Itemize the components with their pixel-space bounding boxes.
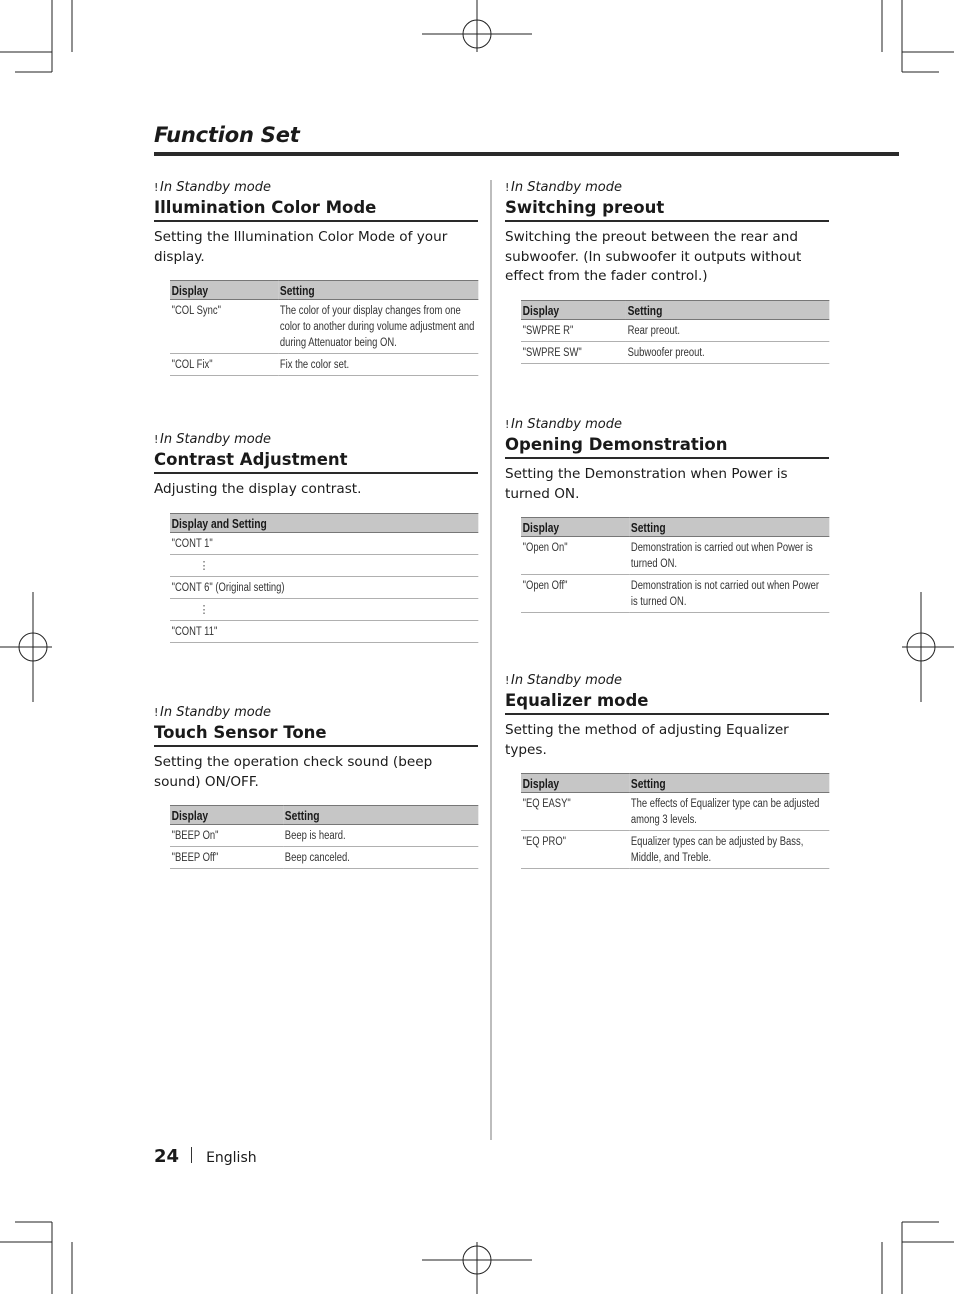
settings-table: [170, 513, 478, 643]
section-description: Setting the Demonstration when Power is turned ON.: [505, 466, 788, 502]
cell-display: "BEEP On": [170, 825, 283, 847]
cell-display: "EQ EASY": [521, 793, 629, 831]
section-opening-demonstration: [505, 417, 829, 613]
section-description: Switching the preout between the rear and subwoofer. (In subwoofer it outputs without effect from the fader control.): [505, 229, 802, 284]
section-description: Adjusting the display contrast.: [154, 481, 362, 497]
cell-display: "SWPRE SW": [521, 341, 626, 363]
section-description: Setting the operation check sound (beep sound) ON/OFF.: [154, 754, 433, 790]
section-heading: Opening Demonstration: [505, 435, 829, 459]
table-row: [170, 598, 478, 620]
column-header-setting: Setting: [626, 300, 829, 319]
cell-display: "Open On": [521, 537, 629, 575]
column-header-setting: Setting: [629, 518, 829, 537]
section-heading: Contrast Adjustment: [154, 450, 478, 474]
section-heading: Touch Sensor Tone: [154, 723, 478, 747]
settings-table: [521, 300, 829, 364]
table-row: [521, 831, 829, 869]
column-header-display: Display: [521, 518, 629, 537]
column-divider: [490, 180, 492, 1140]
page-number: 24: [154, 1146, 180, 1167]
column-header-display: Display: [521, 300, 626, 319]
standby-mode-note: [505, 673, 829, 689]
table-header-row: [170, 513, 478, 532]
column-header-setting: Setting: [278, 281, 478, 300]
table-header-row: [170, 281, 478, 300]
mode-label: In Standby mode: [160, 180, 271, 195]
cell-display: "SWPRE R": [521, 319, 626, 341]
cell-setting: The color of your display changes from one color to another during volume adjustment and during Attenuator being ON.: [278, 300, 478, 354]
standby-mode-note: [154, 432, 478, 448]
section-description: Setting the method of adjusting Equalizer types.: [505, 722, 789, 758]
mode-label: In Standby mode: [511, 673, 622, 688]
cell-setting: Demonstration is not carried out when Power is turned ON.: [629, 575, 829, 613]
standby-mode-icon: !: [505, 418, 510, 431]
mode-label: In Standby mode: [160, 432, 271, 447]
table-row: [521, 319, 829, 341]
cell-setting: The effects of Equalizer type can be adjusted among 3 levels.: [629, 793, 829, 831]
page-title: Function Set: [154, 123, 300, 147]
section-touch-sensor-tone: [154, 705, 478, 869]
section-heading: Illumination Color Mode: [154, 198, 478, 222]
mode-label: In Standby mode: [160, 705, 271, 720]
settings-table: [521, 517, 829, 613]
cell-display: "CONT 6" (Original setting): [170, 576, 478, 598]
table-row: [521, 341, 829, 363]
cell-display: "CONT 11": [170, 620, 478, 642]
standby-mode-icon: !: [505, 181, 510, 194]
cell-display: "COL Sync": [170, 300, 278, 354]
cell-display: "EQ PRO": [521, 831, 629, 869]
cell-display: "CONT 1": [170, 532, 478, 554]
mode-label: In Standby mode: [511, 417, 622, 432]
table-header-row: [521, 518, 829, 537]
standby-mode-icon: !: [154, 181, 159, 194]
table-row: [521, 537, 829, 575]
settings-table: [170, 805, 478, 869]
section-heading: Switching preout: [505, 198, 829, 222]
column-header-display-and-setting: Display and Setting: [170, 513, 478, 532]
cell-setting: Fix the color set.: [278, 354, 478, 376]
settings-table: [170, 280, 478, 376]
mode-label: In Standby mode: [511, 180, 622, 195]
table-row: [170, 554, 478, 576]
table-row: [170, 825, 478, 847]
table-header-row: [170, 806, 478, 825]
table-header-row: [521, 300, 829, 319]
section-switching-preout: [505, 180, 829, 364]
cell-setting: Demonstration is carried out when Power is turned ON.: [629, 537, 829, 575]
standby-mode-note: [505, 417, 829, 433]
table-row: [170, 300, 478, 354]
cell-display: "COL Fix": [170, 354, 278, 376]
standby-mode-note: [505, 180, 829, 196]
settings-table: [521, 773, 829, 869]
title-rule: [154, 152, 899, 156]
table-row: [170, 354, 478, 376]
standby-mode-icon: !: [154, 706, 159, 719]
standby-mode-note: [154, 180, 478, 196]
table-row: [170, 847, 478, 869]
table-row: [170, 532, 478, 554]
section-heading: Equalizer mode: [505, 691, 829, 715]
cell-setting: Equalizer types can be adjusted by Bass, Middle, and Treble.: [629, 831, 829, 869]
section-contrast-adjustment: [154, 432, 478, 643]
cell-display: "Open Off": [521, 575, 629, 613]
footer-separator: [191, 1147, 192, 1163]
table-row: [170, 620, 478, 642]
page-footer: [154, 1146, 257, 1167]
standby-mode-note: [154, 705, 478, 721]
column-header-setting: Setting: [629, 774, 829, 793]
cell-ellipsis: ⋮: [170, 598, 478, 620]
table-header-row: [521, 774, 829, 793]
column-header-display: Display: [521, 774, 629, 793]
standby-mode-icon: !: [505, 674, 510, 687]
standby-mode-icon: !: [154, 433, 159, 446]
table-row: [170, 576, 478, 598]
column-header-setting: Setting: [283, 806, 478, 825]
cell-setting: Beep canceled.: [283, 847, 478, 869]
section-description: Setting the Illumination Color Mode of your display.: [154, 229, 448, 265]
column-header-display: Display: [170, 806, 283, 825]
page-language: English: [206, 1150, 257, 1166]
cell-setting: Beep is heard.: [283, 825, 478, 847]
cell-ellipsis: ⋮: [170, 554, 478, 576]
section-illumination-color-mode: [154, 180, 478, 376]
table-row: [521, 793, 829, 831]
column-header-display: Display: [170, 281, 278, 300]
section-equalizer-mode: [505, 673, 829, 869]
cell-setting: Subwoofer preout.: [626, 341, 829, 363]
cell-setting: Rear preout.: [626, 319, 829, 341]
cell-display: "BEEP Off": [170, 847, 283, 869]
table-row: [521, 575, 829, 613]
